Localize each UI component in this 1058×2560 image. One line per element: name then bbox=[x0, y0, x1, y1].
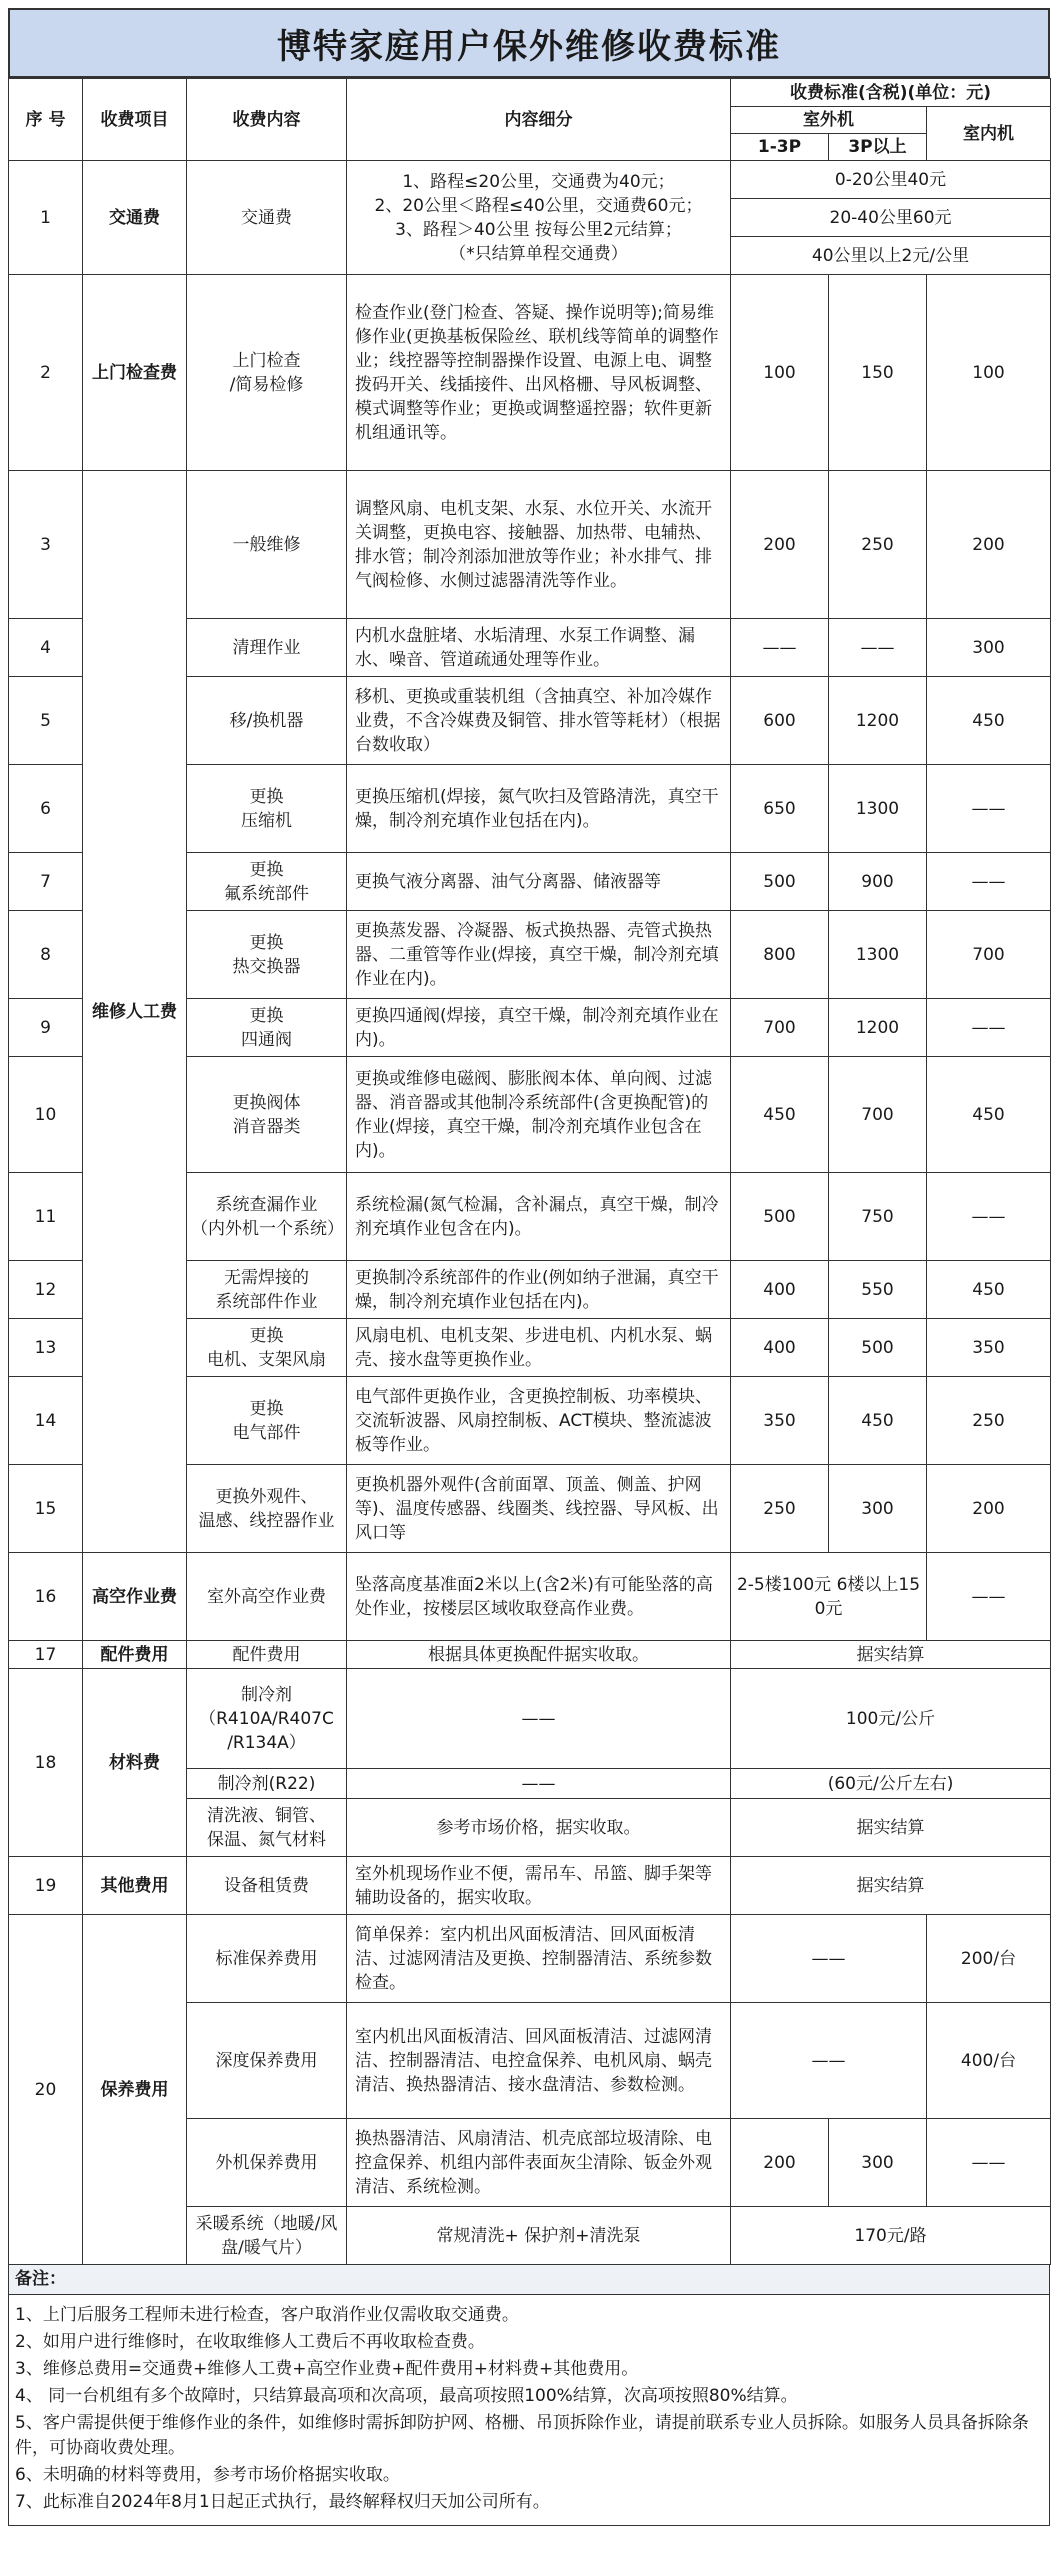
fee-indoor: 450 bbox=[927, 1057, 1051, 1173]
fee-content: 更换 四通阀 bbox=[187, 999, 347, 1057]
row-number: 7 bbox=[9, 853, 83, 911]
row-number: 19 bbox=[9, 1857, 83, 1915]
fee-content: 无需焊接的 系统部件作业 bbox=[187, 1261, 347, 1319]
fee-detail: 坠落高度基准面2米以上(含2米)有可能坠落的高处作业，按楼层区域收取登高作业费。 bbox=[347, 1553, 731, 1641]
fee-detail: 参考市场价格，据实收取。 bbox=[347, 1799, 731, 1857]
row-number: 1 bbox=[9, 161, 83, 275]
fee-3p-up: 1300 bbox=[829, 911, 927, 999]
table-row bbox=[9, 275, 1051, 471]
fee-1-3p: —— bbox=[731, 619, 829, 677]
fee-detail: 换热器清洁、风扇清洁、机壳底部垃圾清除、电控盒保养、机组内部件表面灰尘清除、钣金外观清洁、系统检测。 bbox=[347, 2119, 731, 2207]
fee-detail: 更换机器外观件(含前面罩、顶盖、侧盖、护网等)、温度传感器、线圈类、线控器、导风板、出风口等 bbox=[347, 1465, 731, 1553]
table-row bbox=[9, 1641, 1051, 1669]
fee-outdoor: —— bbox=[731, 2003, 927, 2119]
fee-detail: 系统检漏(氮气检漏，含补漏点，真空干燥，制冷剂充填作业包含在内)。 bbox=[347, 1173, 731, 1261]
fee-3p-up: 250 bbox=[829, 471, 927, 619]
header-1-3p: 1-3P bbox=[731, 134, 829, 161]
row-number: 16 bbox=[9, 1553, 83, 1641]
fee-content: 采暖系统（地暖/风盘/暖气片） bbox=[187, 2207, 347, 2265]
fee-table bbox=[8, 78, 1051, 2265]
note-item: 6、未明确的材料等费用，参考市场价格据实收取。 bbox=[15, 2465, 400, 2485]
fee-detail: 电气部件更换作业，含更换控制板、功率模块、交流斩波器、风扇控制板、ACT模块、整流滤波板等作业。 bbox=[347, 1377, 731, 1465]
fee-3p-up: 900 bbox=[829, 853, 927, 911]
fee-detail: 更换四通阀(焊接，真空干燥，制冷剂充填作业在内)。 bbox=[347, 999, 731, 1057]
fee-1-3p: 350 bbox=[731, 1377, 829, 1465]
fee-indoor: 450 bbox=[927, 677, 1051, 765]
header-seq: 序 号 bbox=[9, 79, 83, 161]
fee-detail: 更换或维修电磁阀、膨胀阀本体、单向阀、过滤器、消音器或其他制冷系统部件(含更换配管)的作业(焊接，真空干燥，制冷剂充填作业包含在内)。 bbox=[347, 1057, 731, 1173]
fee-3p-up: 500 bbox=[829, 1319, 927, 1377]
fee-item: 交通费 bbox=[83, 161, 187, 275]
fee-indoor: 350 bbox=[927, 1319, 1051, 1377]
fee-detail: 常规清洗+ 保护剂+清洗泵 bbox=[347, 2207, 731, 2265]
row-number: 15 bbox=[9, 1465, 83, 1553]
fee-1-3p: 500 bbox=[731, 1173, 829, 1261]
fee-indoor: —— bbox=[927, 2119, 1051, 2207]
fee-1-3p: 400 bbox=[731, 1261, 829, 1319]
fee-content: 室外高空作业费 bbox=[187, 1553, 347, 1641]
fee-3p-up: 700 bbox=[829, 1057, 927, 1173]
fee-value: 据实结算 bbox=[731, 1857, 1051, 1915]
fee-content: 清洗液、铜管、 保温、氮气材料 bbox=[187, 1799, 347, 1857]
fee-content: 外机保养费用 bbox=[187, 2119, 347, 2207]
fee-indoor: 200 bbox=[927, 471, 1051, 619]
fee-content: 设备租赁费 bbox=[187, 1857, 347, 1915]
fee-indoor: —— bbox=[927, 765, 1051, 853]
fee-3p-up: 1200 bbox=[829, 677, 927, 765]
row-number: 14 bbox=[9, 1377, 83, 1465]
row-number: 8 bbox=[9, 911, 83, 999]
row-number: 11 bbox=[9, 1173, 83, 1261]
fee-1-3p: 600 bbox=[731, 677, 829, 765]
fee-indoor: 400/台 bbox=[927, 2003, 1051, 2119]
header-3p-up: 3P以上 bbox=[829, 134, 927, 161]
fee-detail: 风扇电机、电机支架、步进电机、内机水泵、蜗壳、接水盘等更换作业。 bbox=[347, 1319, 731, 1377]
fee-indoor: 300 bbox=[927, 619, 1051, 677]
fee-3p-up: 750 bbox=[829, 1173, 927, 1261]
fee-content: 更换阀体 消音器类 bbox=[187, 1057, 347, 1173]
fee-1-3p: 200 bbox=[731, 2119, 829, 2207]
table-row bbox=[9, 1669, 1051, 1769]
fee-content: 更换 热交换器 bbox=[187, 911, 347, 999]
fee-standard-sheet bbox=[8, 8, 1050, 2526]
note-item: 2、如用户进行维修时，在收取维修人工费后不再收取检查费。 bbox=[15, 2332, 485, 2352]
fee-indoor: 700 bbox=[927, 911, 1051, 999]
fee-indoor: —— bbox=[927, 999, 1051, 1057]
fee-indoor: 200/台 bbox=[927, 1915, 1051, 2003]
note-item: 7、此标准自2024年8月1日起正式执行，最终解释权归天加公司所有。 bbox=[15, 2492, 550, 2512]
row-number: 6 bbox=[9, 765, 83, 853]
fee-1-3p: 650 bbox=[731, 765, 829, 853]
fee-content: 配件费用 bbox=[187, 1641, 347, 1669]
fee-indoor: 450 bbox=[927, 1261, 1051, 1319]
fee-item: 上门检查费 bbox=[83, 275, 187, 471]
fee-3p-up: 300 bbox=[829, 2119, 927, 2207]
fee-indoor: —— bbox=[927, 1553, 1051, 1641]
row-number: 5 bbox=[9, 677, 83, 765]
row-number: 17 bbox=[9, 1641, 83, 1669]
fee-content: 更换 压缩机 bbox=[187, 765, 347, 853]
fee-item: 配件费用 bbox=[83, 1641, 187, 1669]
fee-indoor: 200 bbox=[927, 1465, 1051, 1553]
header-outdoor: 室外机 bbox=[731, 107, 927, 134]
fee-1-3p: 250 bbox=[731, 1465, 829, 1553]
fee-3p-up: 450 bbox=[829, 1377, 927, 1465]
fee-1-3p: 500 bbox=[731, 853, 829, 911]
fee-content: 上门检查 /简易检修 bbox=[187, 275, 347, 471]
row-number: 4 bbox=[9, 619, 83, 677]
fee-detail: 更换蒸发器、冷凝器、板式换热器、壳管式换热器、二重管等作业(焊接，真空干燥，制冷剂充填作业在内)。 bbox=[347, 911, 731, 999]
fee-detail: 室外机现场作业不便，需吊车、吊篮、脚手架等辅助设备的，据实收取。 bbox=[347, 1857, 731, 1915]
fee-3p-up: 150 bbox=[829, 275, 927, 471]
fee-indoor: —— bbox=[927, 853, 1051, 911]
fee-content: 深度保养费用 bbox=[187, 2003, 347, 2119]
row-number: 2 bbox=[9, 275, 83, 471]
fee-detail: 更换压缩机(焊接，氮气吹扫及管路清洗，真空干燥，制冷剂充填作业包括在内)。 bbox=[347, 765, 731, 853]
fee-content: 更换 电气部件 bbox=[187, 1377, 347, 1465]
fee-detail: 更换气液分离器、油气分离器、储液器等 bbox=[347, 853, 731, 911]
fee-item: 材料费 bbox=[83, 1669, 187, 1857]
fee-indoor: —— bbox=[927, 1173, 1051, 1261]
table-row bbox=[9, 1857, 1051, 1915]
notes-heading: 备注： bbox=[9, 2265, 1049, 2295]
fee-item: 其他费用 bbox=[83, 1857, 187, 1915]
fee-detail: 检查作业(登门检查、答疑、操作说明等);简易维修作业(更换基板保险丝、联机线等简单的调整作业；线控器等控制器操作设置、电源上电、调整拨码开关、线插接件、出风格栅、导风板调整、模式调整等作业；更换或调整遥控器；软件更新机组通讯等。 bbox=[347, 275, 731, 471]
fee-detail: 简单保养：室内机出风面板清洁、回风面板清洁、过滤网清洁及更换、控制器清洁、系统参数检查。 bbox=[347, 1915, 731, 2003]
row-number: 10 bbox=[9, 1057, 83, 1173]
fee-3p-up: —— bbox=[829, 619, 927, 677]
fee-detail: 更换制冷系统部件的作业(例如纳子泄漏，真空干燥，制冷剂充填作业包括在内)。 bbox=[347, 1261, 731, 1319]
fee-content: 移/换机器 bbox=[187, 677, 347, 765]
fee-value: 据实结算 bbox=[731, 1799, 1051, 1857]
fee-value: 100元/公斤 bbox=[731, 1669, 1051, 1769]
fee-1-3p: 400 bbox=[731, 1319, 829, 1377]
table-row bbox=[9, 1915, 1051, 2003]
row-number: 20 bbox=[9, 1915, 83, 2265]
fee-content: 标准保养费用 bbox=[187, 1915, 347, 2003]
fee-detail: 移机、更换或重装机组（含抽真空、补加冷媒作业费，不含冷媒费及铜管、排水管等耗材）（根据台数收取） bbox=[347, 677, 731, 765]
fee-outdoor: —— bbox=[731, 1915, 927, 2003]
table-row bbox=[9, 1553, 1051, 1641]
fee-content: 更换 氟系统部件 bbox=[187, 853, 347, 911]
fee-content: 更换外观件、 温感、线控器作业 bbox=[187, 1465, 347, 1553]
header-content: 收费内容 bbox=[187, 79, 347, 161]
fee-value: (60元/公斤左右) bbox=[731, 1769, 1051, 1799]
fee-content: 系统查漏作业 （内外机一个系统） bbox=[187, 1173, 347, 1261]
header-standard: 收费标准(含税)(单位：元) bbox=[731, 79, 1051, 107]
header-item: 收费项目 bbox=[83, 79, 187, 161]
fee-detail: 调整风扇、电机支架、水泵、水位开关、水流开关调整，更换电容、接触器、加热带、电辅热、排水管；制冷剂添加泄放等作业；补水排气、排气阀检修、水侧过滤器清洗等作业。 bbox=[347, 471, 731, 619]
row-number: 18 bbox=[9, 1669, 83, 1857]
row-number: 12 bbox=[9, 1261, 83, 1319]
fee-indoor: 250 bbox=[927, 1377, 1051, 1465]
notes-section bbox=[8, 2265, 1050, 2526]
fee-value: 40公里以上2元/公里 bbox=[731, 237, 1051, 275]
fee-item: 维修人工费 bbox=[83, 471, 187, 1553]
fee-content: 制冷剂 （R410A/R407C /R134A） bbox=[187, 1669, 347, 1769]
header-indoor: 室内机 bbox=[927, 107, 1051, 161]
fee-content: 一般维修 bbox=[187, 471, 347, 619]
row-number: 13 bbox=[9, 1319, 83, 1377]
fee-content: 更换 电机、支架风扇 bbox=[187, 1319, 347, 1377]
fee-value: 170元/路 bbox=[731, 2207, 1051, 2265]
table-row bbox=[9, 471, 1051, 619]
header-detail: 内容细分 bbox=[347, 79, 731, 161]
fee-detail: —— bbox=[347, 1769, 731, 1799]
note-item: 3、维修总费用=交通费+维修人工费+高空作业费+配件费用+材料费+其他费用。 bbox=[15, 2359, 639, 2379]
table-row bbox=[9, 161, 1051, 199]
fee-1-3p: 200 bbox=[731, 471, 829, 619]
fee-indoor: 100 bbox=[927, 275, 1051, 471]
row-number: 3 bbox=[9, 471, 83, 619]
fee-detail: 1、路程≤20公里，交通费为40元； 2、20公里＜路程≤40公里，交通费60元； 3、路程＞40公里 按每公里2元结算； （*只结算单程交通费） bbox=[347, 161, 731, 275]
fee-1-3p: 450 bbox=[731, 1057, 829, 1173]
note-item: 5、客户需提供便于维修作业的条件，如维修时需拆卸防护网、格栅、吊顶拆除作业，请提前联系专业人员拆除。如服务人员具备拆除条件，可协商收费处理。 bbox=[15, 2413, 1029, 2458]
fee-1-3p: 100 bbox=[731, 275, 829, 471]
fee-3p-up: 550 bbox=[829, 1261, 927, 1319]
fee-3p-up: 1200 bbox=[829, 999, 927, 1057]
fee-item: 高空作业费 bbox=[83, 1553, 187, 1641]
fee-item: 保养费用 bbox=[83, 1915, 187, 2265]
fee-detail: 室内机出风面板清洁、回风面板清洁、过滤网清洁、控制器清洁、电控盒保养、电机风扇、蜗壳清洁、换热器清洁、接水盘清洁、参数检测。 bbox=[347, 2003, 731, 2119]
row-number: 9 bbox=[9, 999, 83, 1057]
note-item: 4、 同一台机组有多个故障时，只结算最高项和次高项，最高项按照100%结算，次高项按照80%结算。 bbox=[15, 2386, 798, 2406]
note-item: 1、上门后服务工程师未进行检查，客户取消作业仅需收取交通费。 bbox=[15, 2305, 519, 2325]
fee-3p-up: 1300 bbox=[829, 765, 927, 853]
fee-value: 据实结算 bbox=[731, 1641, 1051, 1669]
page-title: 博特家庭用户保外维修收费标准 bbox=[8, 8, 1050, 78]
fee-detail: 内机水盘脏堵、水垢清理、水泵工作调整、漏水、噪音、管道疏通处理等作业。 bbox=[347, 619, 731, 677]
fee-1-3p: 700 bbox=[731, 999, 829, 1057]
fee-value: 2-5楼100元 6楼以上150元 bbox=[731, 1553, 927, 1641]
fee-3p-up: 300 bbox=[829, 1465, 927, 1553]
fee-detail: 根据具体更换配件据实收取。 bbox=[347, 1641, 731, 1669]
fee-detail: —— bbox=[347, 1669, 731, 1769]
fee-content: 清理作业 bbox=[187, 619, 347, 677]
fee-value: 0-20公里40元 bbox=[731, 161, 1051, 199]
fee-content: 交通费 bbox=[187, 161, 347, 275]
fee-1-3p: 800 bbox=[731, 911, 829, 999]
fee-value: 20-40公里60元 bbox=[731, 199, 1051, 237]
fee-content: 制冷剂(R22) bbox=[187, 1769, 347, 1799]
